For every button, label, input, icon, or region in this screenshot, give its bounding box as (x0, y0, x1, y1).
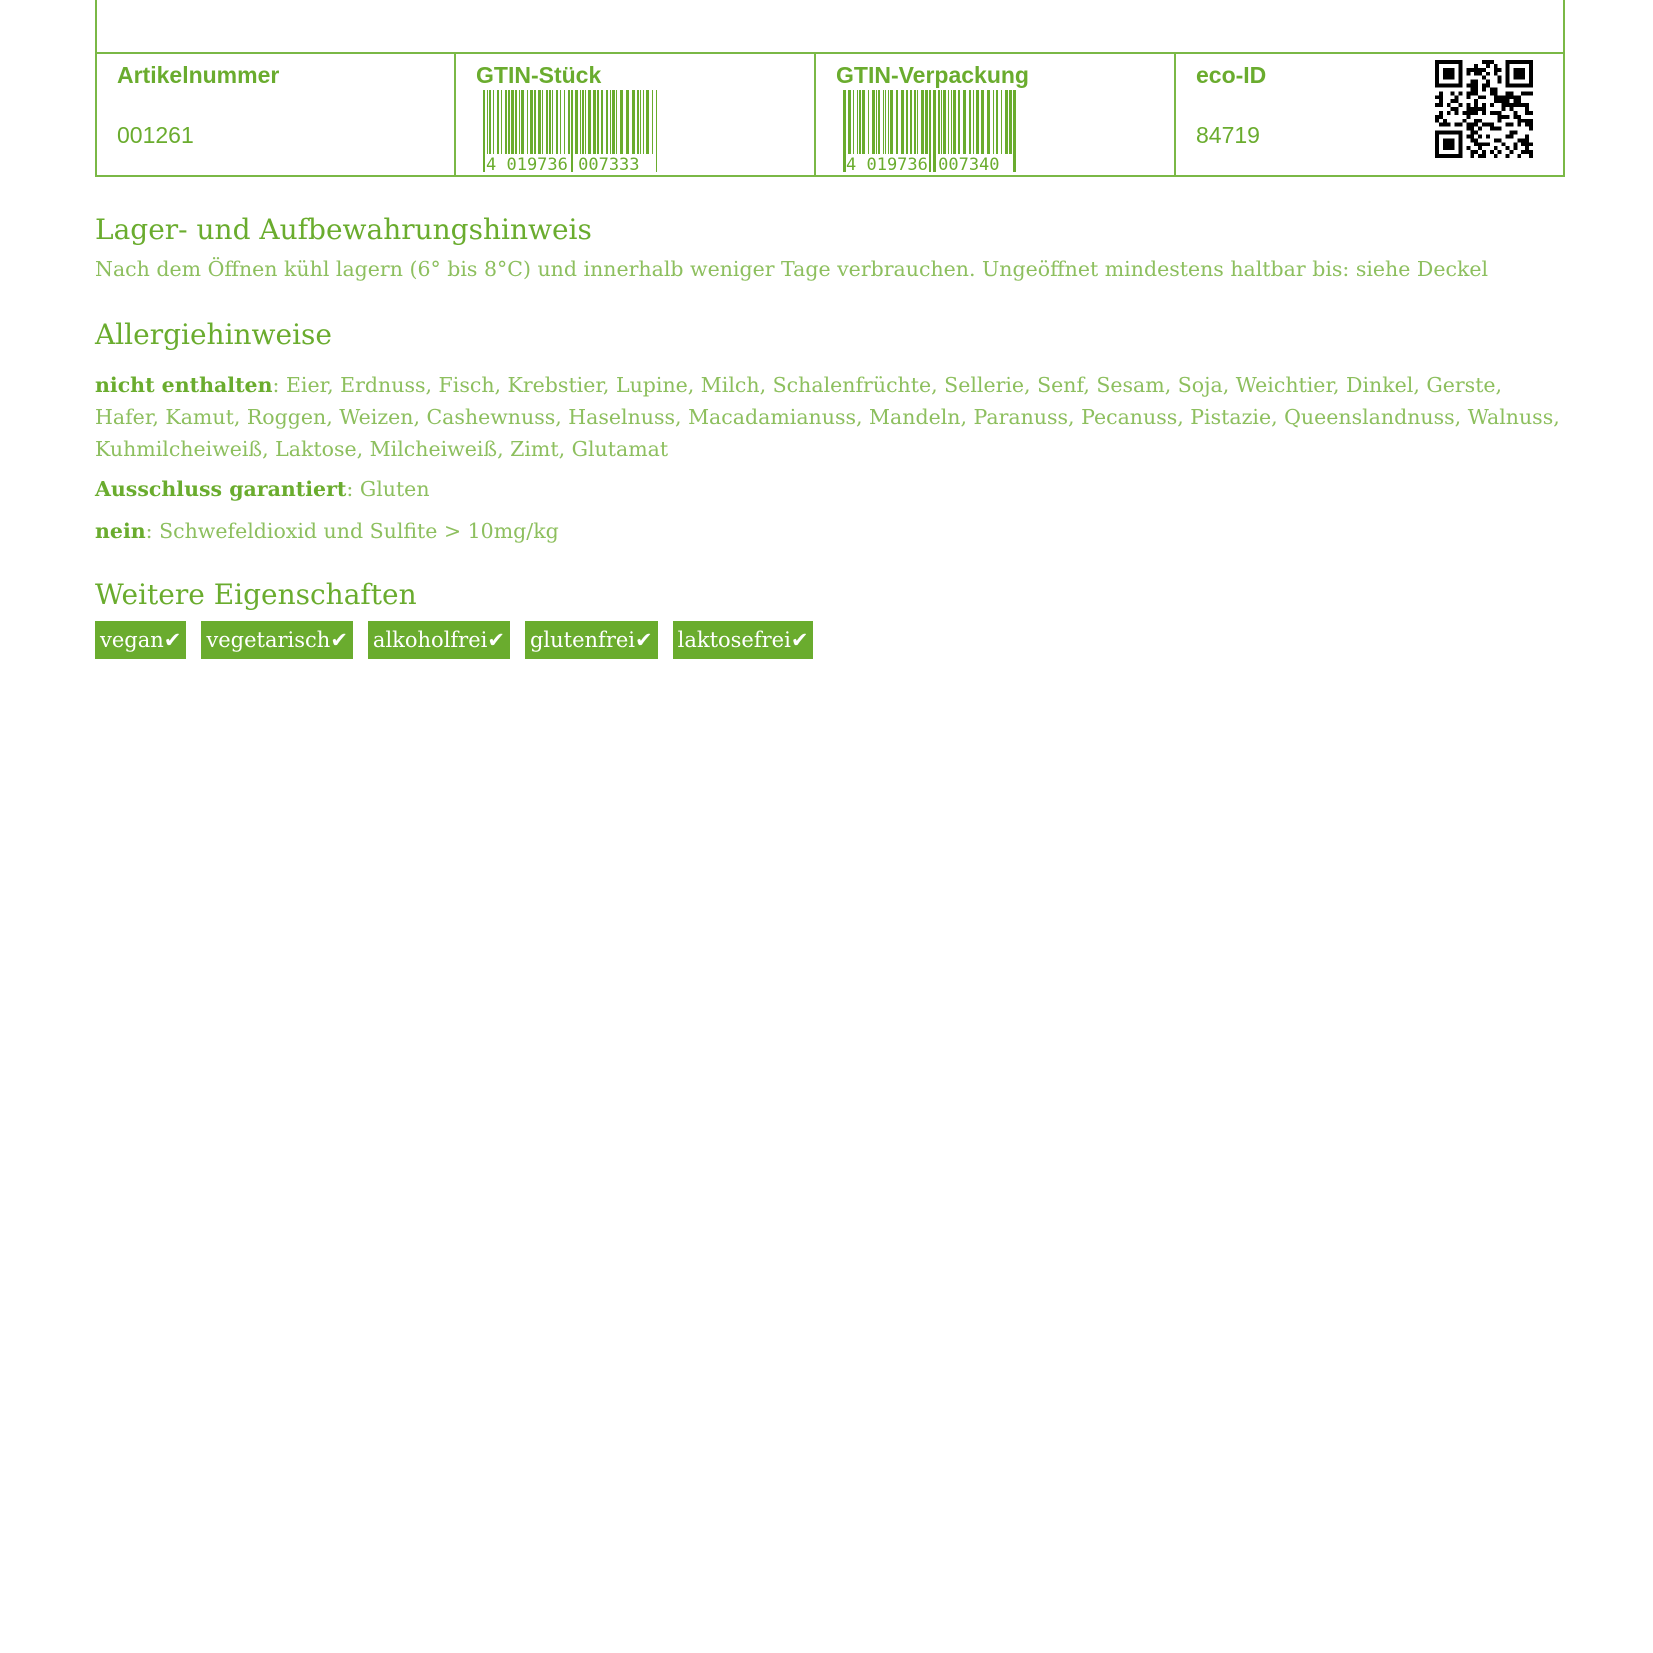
excluded-label: Ausschluss garantiert (95, 477, 347, 501)
not-contained-list: Eier, Erdnuss, Fisch, Krebstier, Lupine, Milch, Schalenfrüchte, Sellerie, Senf, Sesam, Soja, Weichtier, Dinkel, Gerste, Hafer, Kamut, Roggen, Weizen, Cashewnuss, Haselnuss, Macadamianuss, Mandeln, Paranuss, Pecanuss, Pistazie, Queenslandnuss, Walnuss, Kuhmilcheiweiß, Laktose, Milcheiweiß, Zimt, Glutamat (95, 373, 1560, 461)
gtin-verpackung-barcode (842, 90, 1022, 172)
gtin-verpackung-cell (814, 54, 1176, 175)
storage-text: Nach dem Öffnen kühl lagern (6° bis 8°C) und innerhalb weniger Tage verbrauchen. Ungeöffnet mindestens haltbar bis: siehe Deckel (95, 257, 1489, 281)
gtin-stueck-label: GTIN-Stück (476, 62, 602, 88)
tag-vegetarisch: vegetarisch✔ (201, 621, 353, 659)
allergy-not-contained: nicht enthalten: Eier, Erdnuss, Fisch, Krebstier, Lupine, Milch, Schalenfrüchte, Sellerie, Senf, Sesam, Soja, Weichtier, Dinkel, Gerste, Hafer, Kamut, Roggen, Weizen, Cashewnuss, Haselnuss, Macadamianuss, Mandeln, Paranuss, Pecanuss, Pistazie, Queenslandnuss, Walnuss, Kuhmilcheiweiß, Laktose, Milcheiweiß, Zimt, Glutamat (95, 373, 1560, 461)
not-contained-label: nicht enthalten (95, 373, 273, 397)
artikelnummer-label: Artikelnummer (117, 62, 280, 88)
properties-title: Weitere Eigenschaften (95, 578, 417, 611)
artikelnummer-value: 001261 (117, 122, 194, 148)
gtin-stueck-barcode (482, 90, 662, 172)
artikelnummer-cell (97, 54, 454, 175)
properties-tags (95, 621, 813, 659)
no-value: Schwefeldioxid und Sulfite > 10mg/kg (159, 519, 559, 543)
gtin-stueck-digits: 4 019736 007333 (486, 155, 640, 172)
eco-id-value: 84719 (1196, 122, 1260, 148)
allergy-title: Allergiehinweise (95, 318, 332, 351)
qr-code-icon (1435, 60, 1533, 158)
gtin-verpackung-digits: 4 019736 007340 (846, 155, 1000, 172)
eco-id-label: eco-ID (1196, 62, 1267, 88)
tag-glutenfrei: glutenfrei✔ (525, 621, 658, 659)
product-info-table (95, 0, 1565, 177)
gtin-stueck-cell (454, 54, 816, 175)
excluded-value: Gluten (359, 477, 430, 501)
gtin-verpackung-label: GTIN-Verpackung (836, 62, 1029, 88)
tag-laktosefrei: laktosefrei✔ (673, 621, 814, 659)
product-info-row (97, 52, 1563, 175)
allergy-excluded: Ausschluss garantiert: Gluten (95, 477, 430, 501)
allergy-no: nein: Schwefeldioxid und Sulfite > 10mg/kg (95, 519, 559, 543)
storage-title: Lager- und Aufbewahrungshinweis (95, 213, 592, 246)
tag-alkoholfrei: alkoholfrei✔ (368, 621, 510, 659)
no-label: nein (95, 519, 146, 543)
tag-vegan: vegan✔ (95, 621, 186, 659)
